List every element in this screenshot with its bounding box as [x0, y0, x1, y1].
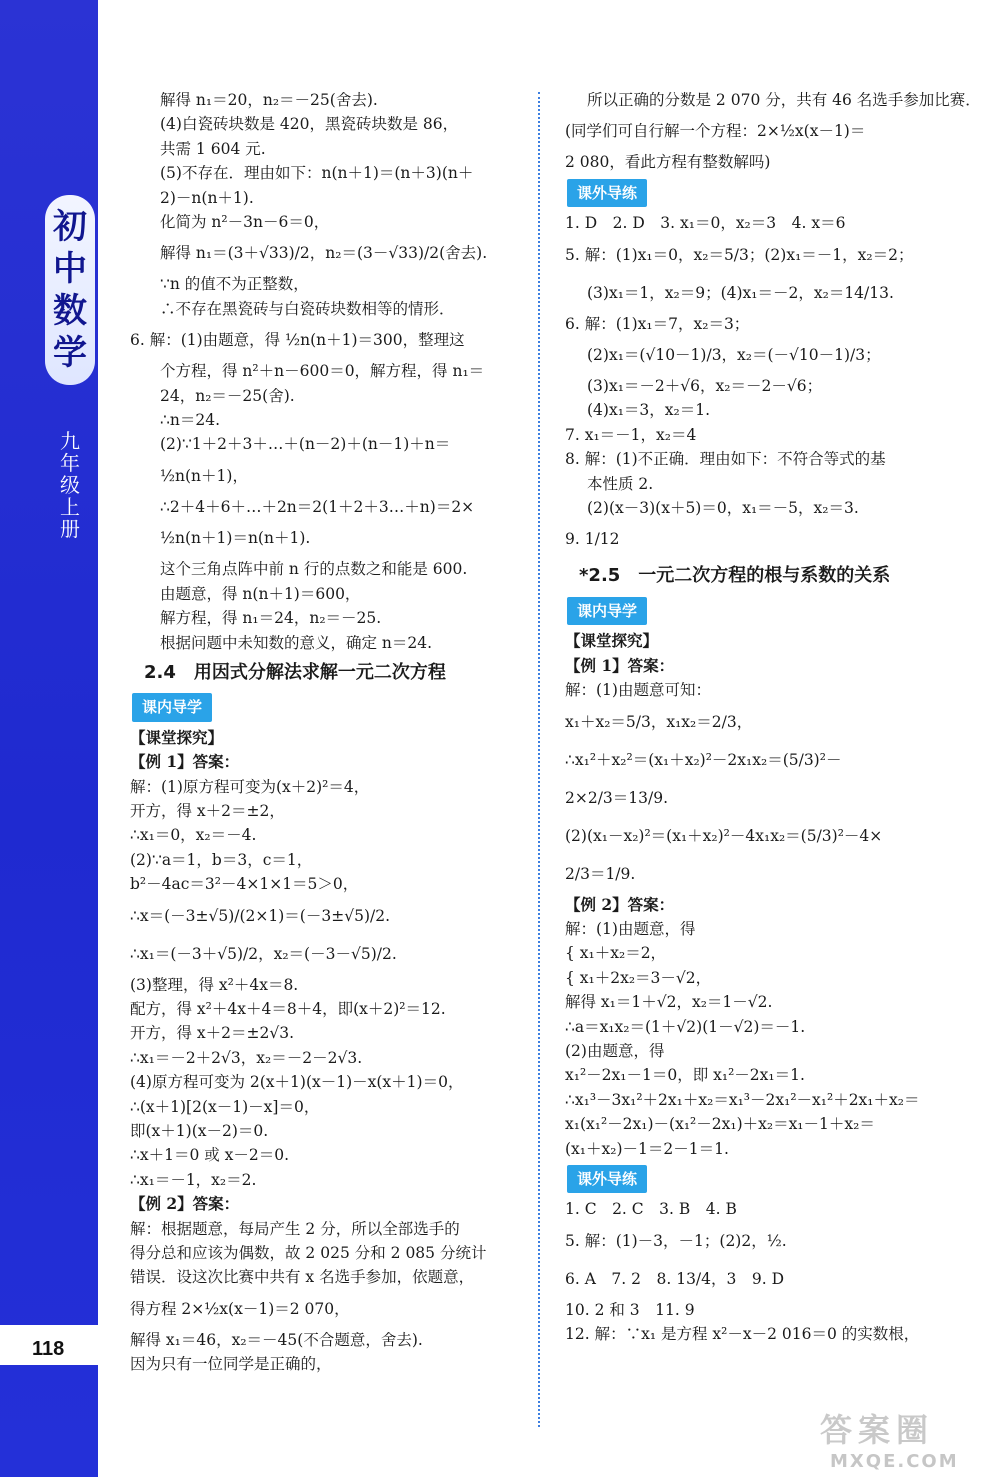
text-line: 解得 x₁＝1＋√2，x₂＝1－√2. [565, 993, 773, 1012]
text-line: ∴x₁³－3x₁²＋2x₁＋x₂＝x₁³－2x₁²－x₁²＋2x₁＋x₂＝ [565, 1090, 920, 1109]
text-line: (2)由题意，得 [565, 1041, 665, 1060]
text-line: ∴x＝(－3±√5)/(2×1)＝(－3±√5)/2. [130, 906, 391, 925]
section-heading: 2.4 用因式分解法求解一元二次方程 [144, 661, 446, 683]
text-line: { x₁＋2x₂＝3－√2， [565, 968, 712, 987]
text-line: 解：根据题意，每局产生 2 分，所以全部选手的 [130, 1219, 460, 1238]
text-line: (2)∵a＝1，b＝3，c＝1， [130, 850, 313, 869]
text-line: 【例 1】答案： [565, 655, 675, 675]
text-line: 由题意，得 n(n＋1)＝600， [160, 584, 361, 603]
text-line: x₁²－2x₁－1＝0，即 x₁²－2x₁＝1. [565, 1066, 805, 1085]
text-line: 解：(1)原方程可变为(x＋2)²＝4， [130, 777, 370, 796]
text-line: (3)整理，得 x²＋4x＝8. [130, 975, 299, 994]
title-char: 数 [53, 291, 87, 331]
text-line: ∴n＝24. [160, 411, 220, 430]
watermark-logo [820, 1405, 990, 1472]
text-line: { x₁＋x₂＝2， [565, 944, 667, 963]
text-line: 解得 n₁＝(3＋√33)/2，n₂＝(3－√33)/2(舍去). [160, 244, 488, 263]
text-line: 1. D 2. D 3. x₁＝0，x₂＝3 4. x＝6 [565, 214, 846, 233]
text-line: 6. 解：(1)x₁＝7，x₂＝3； [565, 314, 750, 333]
text-line: (x₁＋x₂)－1＝2－1＝1. [565, 1139, 729, 1158]
text-line: 8. 解：(1)不正确．理由如下：不符合等式的基 [565, 450, 886, 469]
text-line: 5. 解：(1)－3，－1；(2)2，½. [565, 1231, 787, 1250]
text-line: 2/3＝1/9. [565, 864, 636, 883]
text-line: 【例 2】答案： [565, 894, 675, 914]
text-line: 2×2/3＝13/9. [565, 788, 669, 807]
text-line: (5)不存在．理由如下：n(n＋1)＝(n＋3)(n＋ [160, 164, 474, 183]
text-line: ∴不存在黑瓷砖与白瓷砖块数相等的情形． [160, 299, 455, 318]
text-line: ∴a＝x₁x₂＝(1＋√2)(1－√2)＝－1. [565, 1017, 806, 1036]
text-line: 12. 解：∵x₁ 是方程 x²－x－2 016＝0 的实数根， [565, 1325, 920, 1344]
right-section-lines [565, 654, 960, 1161]
text-line: ∴x₁²＋x₂²＝(x₁＋x₂)²－2x₁x₂＝(5/3)²－ [565, 750, 842, 769]
text-line: 5. 解：(1)x₁＝0，x₂＝5/3；(2)x₁＝－1，x₂＝2； [565, 245, 914, 264]
text-line: (3)x₁＝1，x₂＝9；(4)x₁＝－2，x₂＝14/13. [587, 283, 894, 302]
text-line: 这个三角点阵中前 n 行的点数之和能是 600. [160, 560, 468, 579]
text-line: 配方，得 x²＋4x＋4＝8＋4，即(x＋2)²＝12. [130, 999, 446, 1018]
right-top-lines [565, 88, 981, 175]
left-column [130, 88, 515, 1377]
text-line: ∴x₁＝(－3＋√5)/2，x₂＝(－3－√5)/2. [130, 944, 397, 963]
text-line: 7. x₁＝－1，x₂＝4 [565, 425, 697, 444]
text-line: 得方程 2×½x(x－1)＝2 070， [130, 1299, 350, 1318]
text-line: 6. 解：(1)由题意，得 ½n(n＋1)＝300，整理这 [130, 331, 465, 350]
text-line: ∴x＋1＝0 或 x－2＝0. [130, 1146, 290, 1165]
watermark-text: 答案圈 [820, 1411, 935, 1449]
text-line: (3)x₁＝－2＋√6，x₂＝－2－√6； [587, 377, 823, 396]
text-line: 个方程，得 n²＋n－600＝0，解方程，得 n₁＝ [160, 362, 485, 381]
left-answers [130, 88, 515, 655]
text-line: 9. 1/12 [565, 530, 620, 549]
grade-label: 九年级上册 [60, 429, 80, 541]
text-line: 本性质 2. [587, 474, 654, 493]
title-char: 中 [53, 249, 87, 289]
text-line: (2)(x₁－x₂)²＝(x₁＋x₂)²－4x₁x₂＝(5/3)²－4× [565, 826, 883, 845]
section-heading: *2.5 一元二次方程的根与系数的关系 [579, 565, 891, 587]
text-line: 根据问题中未知数的意义，确定 n＝24. [160, 633, 433, 652]
text-line: (4)原方程可变为 2(x＋1)(x－1)－x(x＋1)＝0， [130, 1073, 464, 1092]
explore-label: 【课堂探究】 [565, 631, 659, 651]
text-line: ½n(n＋1)＝n(n＋1). [160, 529, 311, 548]
text-line: ∴x₁＝－1，x₂＝2. [130, 1170, 257, 1189]
right-answers-2 [565, 1197, 960, 1346]
text-line: ∴2＋4＋6＋…＋2n＝2(1＋2＋3…＋n)＝2× [160, 497, 475, 516]
text-line: (4)x₁＝3，x₂＝1. [587, 401, 711, 420]
text-line: 共需 1 604 元. [160, 139, 266, 158]
text-line: x₁＋x₂＝5/3，x₁x₂＝2/3， [565, 712, 753, 731]
text-line: b²－4ac＝3²－4×1×1＝5＞0， [130, 875, 359, 894]
book-title [45, 195, 95, 385]
text-line: 2)－n(n＋1). [160, 188, 254, 207]
text-line: 【例 2】答案： [130, 1194, 240, 1214]
text-line: 所以正确的分数是 2 070 分，共有 46 名选手参加比赛． [587, 91, 981, 109]
watermark-url: MXQE.COM [830, 1451, 959, 1472]
text-line: 解方程，得 n₁＝24，n₂＝－25. [160, 609, 382, 628]
section-tag: 课内导学 [132, 693, 212, 721]
text-line: 开方，得 x＋2＝±2√3. [130, 1024, 295, 1043]
sidebar [0, 0, 98, 1477]
text-line: ∴(x＋1)[2(x－1)－x]＝0， [130, 1097, 320, 1116]
right-column [565, 88, 981, 1347]
text-line: (2)(x－3)(x＋5)＝0，x₁＝－5，x₂＝3. [587, 499, 859, 518]
text-line: ∴x₁＝－2＋2√3，x₂＝－2－2√3. [130, 1048, 363, 1067]
section-tag: 课外导练 [567, 1165, 647, 1193]
explore-label: 【课堂探究】 [130, 727, 224, 747]
text-line: 开方，得 x＋2＝±2， [130, 801, 285, 820]
text-line: ∵n 的值不为正整数， [160, 275, 309, 294]
text-line: (2)∵1＋2＋3＋…＋(n－2)＋(n－1)＋n＝ [160, 435, 451, 454]
section-tag: 课内导学 [567, 597, 647, 625]
text-line: ½n(n＋1)， [160, 466, 248, 485]
text-line: 即(x＋1)(x－2)＝0. [130, 1122, 269, 1140]
text-line: 得分总和应该为偶数，故 2 025 分和 2 085 分统计 [130, 1244, 487, 1263]
text-line: x₁(x₁²－2x₁)－(x₁²－2x₁)＋x₂＝x₁－1＋x₂＝ [565, 1115, 875, 1134]
title-char: 学 [53, 333, 87, 373]
text-line: 【例 1】答案： [130, 752, 240, 772]
text-line: (4)白瓷砖块数是 420，黑瓷砖块数是 86， [160, 115, 459, 134]
text-line: 解：(1)由题意可知： [565, 681, 711, 700]
text-line: 6. A 7. 2 8. 13/4，3 9. D [565, 1269, 785, 1288]
page-number: 118 [32, 1338, 65, 1360]
right-answers-1 [565, 211, 960, 558]
text-line: 因为只有一位同学是正确的， [130, 1355, 332, 1374]
text-line: 错误．设这次比赛中共有 x 名选手参加，依题意， [130, 1268, 475, 1287]
left-section-lines [130, 750, 515, 1377]
title-char: 初 [53, 207, 87, 247]
column-divider [538, 92, 540, 1427]
text-line: (同学们可自行解一个方程：2×½x(x－1)＝ [565, 122, 866, 141]
text-line: 解：(1)由题意，得 [565, 919, 696, 938]
text-line: 1. C 2. C 3. B 4. B [565, 1200, 737, 1219]
text-line: ∴x₁＝0，x₂＝－4. [130, 826, 257, 845]
text-line: 解得 x₁＝46，x₂＝－45(不合题意，舍去). [130, 1330, 423, 1349]
section-tag: 课外导练 [567, 179, 647, 207]
text-line: 化简为 n²－3n－6＝0， [160, 213, 330, 232]
text-line: (2)x₁＝(√10－1)/3，x₂＝(－√10－1)/3； [587, 346, 881, 365]
text-line: 10. 2 和 3 11. 9 [565, 1300, 695, 1319]
text-line: 解得 n₁＝20，n₂＝－25(舍去). [160, 91, 378, 109]
text-line: 2 080，看此方程有整数解吗) [565, 153, 771, 172]
text-line: 24，n₂＝－25(舍). [160, 386, 295, 405]
